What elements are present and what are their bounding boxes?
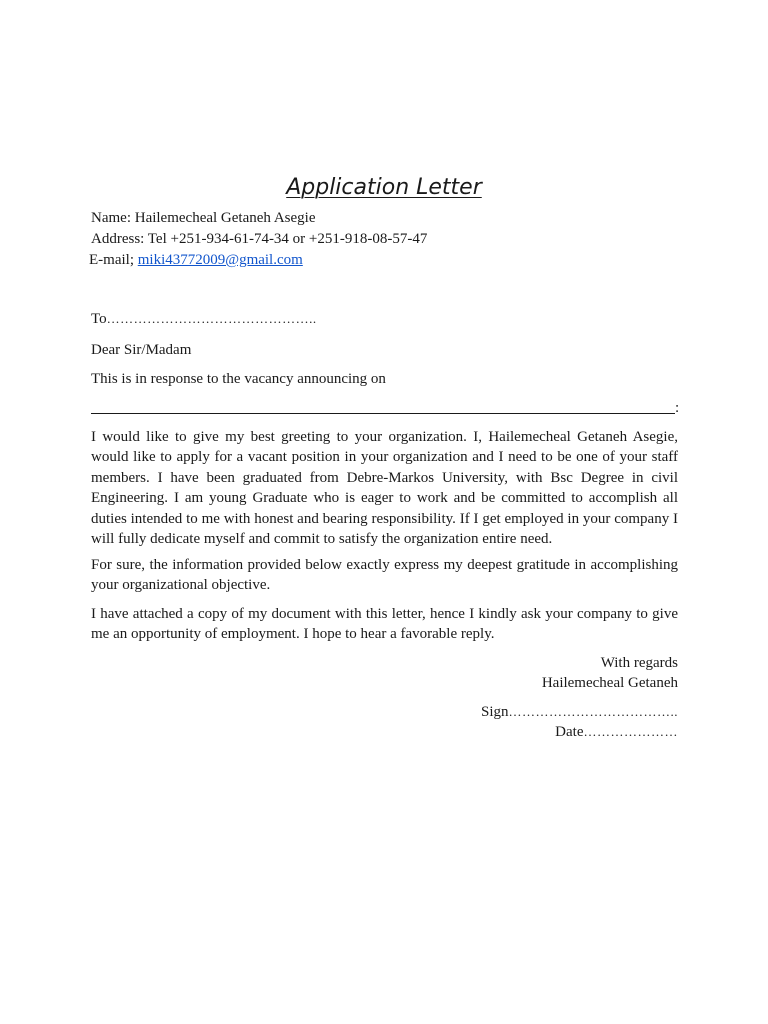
page-title <box>0 175 768 200</box>
date-label: Date <box>555 724 584 740</box>
date-line <box>555 722 678 742</box>
blank-rule <box>91 413 675 414</box>
to-line <box>91 309 317 329</box>
date-dots: ………………… <box>583 724 678 739</box>
body-paragraph-2: For sure, the information provided below exactly express my deepest gratitude in accomplishing your organizational objective. <box>91 557 678 594</box>
email-line <box>89 250 303 270</box>
sign-dots: ……………………………….. <box>508 704 678 719</box>
to-dots: ……………………………………….. <box>106 311 317 326</box>
email-label: E-mail; <box>89 252 138 268</box>
rule-colon: : <box>675 400 680 416</box>
sign-label: Sign <box>480 704 509 720</box>
sign-line <box>481 702 678 722</box>
email-link[interactable]: miki43772009@gmail.com <box>137 252 303 268</box>
address-line: Address: Tel +251-934-61-74-34 or +251-918-08-57-47 <box>91 231 428 247</box>
closing-regards: With regards <box>600 655 678 671</box>
to-label: To <box>91 311 107 327</box>
signer-name: Hailemecheal Getaneh <box>541 675 678 691</box>
name-line: Name: Hailemecheal Getaneh Asegie <box>91 210 316 226</box>
response-line: This is in response to the vacancy announcing on <box>91 371 386 387</box>
body-paragraph-3: I have attached a copy of my document with this letter, hence I kindly ask your company to give me an opportunity of employment. I hope to hear a favorable reply. <box>91 606 678 643</box>
title-text: Application Letter <box>286 175 482 200</box>
salutation: Dear Sir/Madam <box>91 342 192 358</box>
body-paragraph-1: I would like to give my best greeting to your organization. I, Hailemecheal Getaneh Asegie, would like to apply for a vacant position in your organization and I need to be one of your staff members. I have been graduated from Debre-Markos University, with Bsc Degree in civil Engineering. I am young Graduate who is eager to work and be committed to accomplish all duties intended to me with honest and bearing responsibility. If I get employed in your company I will fully dedicate myself and commit to satisfy the organization entire need. <box>91 429 678 548</box>
